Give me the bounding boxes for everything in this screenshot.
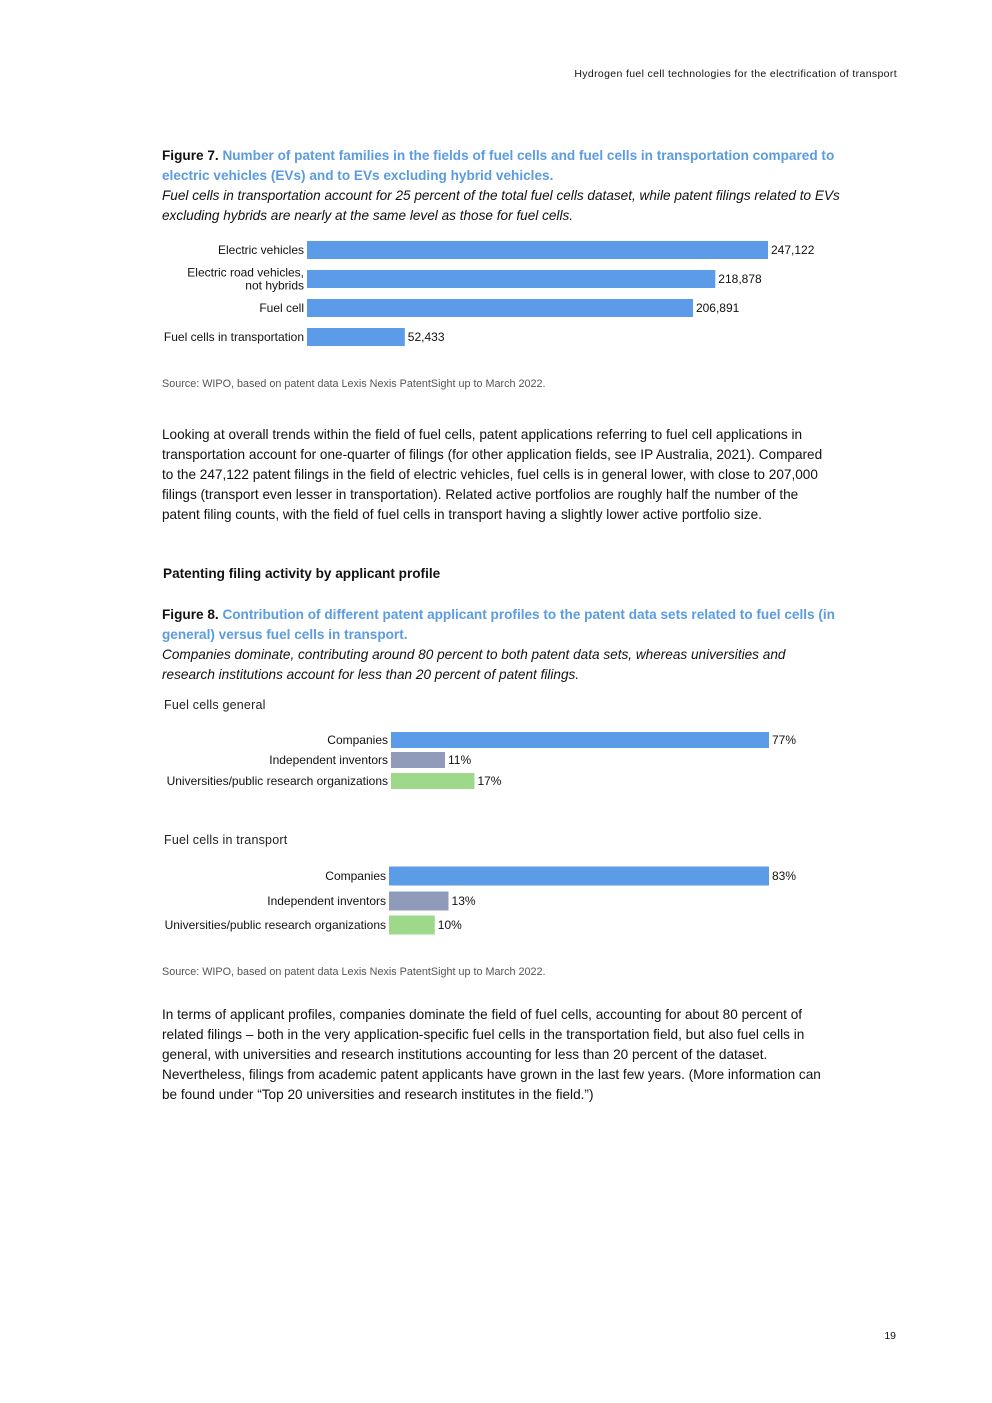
chart-2-bar-2 — [389, 916, 435, 935]
chart-0-bar-3 — [307, 328, 405, 346]
chart-0-value-label-1: 218,878 — [718, 272, 762, 286]
chart-0-category-label-1-0: Electric road vehicles, — [187, 265, 304, 280]
body-paragraph-2: In terms of applicant profiles, companies dominate the field of fuel cells, accounting for about 80 percent of related filings – both in the very application-specific fuel cells in the transportation field, but also fuel cells in general, with universities and research institutions accounting for less than 20 percent of the dataset. Nevertheless, filings from academic patent applicants have grown in the last few years. (More information can be found under “Top 20 universities and research institutes in the field.”) — [162, 1007, 821, 1102]
running-header: Hydrogen fuel cell technologies for the electrification of transport — [574, 68, 897, 80]
chart-0-category-label-1-1: not hybrids — [245, 278, 304, 293]
chart-0-bar-1 — [307, 270, 715, 288]
chart-0-value-label-2: 206,891 — [695, 301, 740, 315]
chart-1-bar-0 — [391, 732, 769, 748]
chart-1-bar-2 — [391, 773, 474, 789]
figure-7-label: Figure 7. — [162, 148, 219, 163]
figure-8-caption — [162, 605, 842, 685]
figure-8-source: Source: WIPO, based on patent data Lexis Nexis PatentSight up to March 2022. — [162, 966, 546, 978]
chart-1-category-label-2: Universities/public research organizations — [166, 774, 388, 788]
chart-1-value-label-0: 77% — [772, 733, 797, 747]
body-paragraph-1: Looking at overall trends within the field of fuel cells, patent applications referring to fuel cell applications in transportation account for one-quarter of filings (for other application fields, see IP Australia, 2021). Compared to the 247,122 patent filings in the field of electric vehicles, fuel cells is in general lower, with close to 207,000 filings (transport even lesser in transportation). Related active portfolios are roughly half the number of the patent filing counts, with the field of fuel cells in transport having a slightly lower active portfolio size. — [162, 427, 823, 522]
page-number: 19 — [884, 1330, 896, 1342]
figure-8-label: Figure 8. — [162, 607, 219, 622]
chart-1-category-label-1: Independent inventors — [269, 753, 388, 767]
chart-1-value-label-1: 11% — [448, 753, 472, 767]
chart-0-category-label-0: Electric vehicles — [217, 243, 304, 257]
chart-0-category-label-2: Fuel cell — [259, 301, 304, 315]
chart-1-value-label-2: 17% — [477, 774, 502, 788]
chart-2-title: Fuel cells in transport — [164, 833, 288, 847]
chart-0-value-label-0: 247,122 — [771, 243, 815, 257]
chart-2-bar-1 — [389, 892, 449, 911]
chart-2-category-label-1: Independent inventors — [267, 894, 386, 908]
chart-1-category-label-0: Companies — [327, 733, 388, 747]
chart-2-category-label-2: Universities/public research organizations — [164, 918, 386, 932]
chart-0-bar-2 — [307, 299, 693, 317]
figure-8-subtitle: Companies dominate, contributing around 80 percent to both patent data sets, whereas universities and research institutions account for less than 20 percent of patent filings. — [162, 647, 786, 682]
chart-0-bar-0 — [307, 241, 768, 259]
chart-0-value-label-3: 52,433 — [407, 330, 445, 344]
chart-0-category-label-3: Fuel cells in transportation — [163, 330, 304, 344]
chart-2-bar-0 — [389, 867, 769, 886]
chart-1-bar-1 — [391, 752, 445, 768]
figure-7-title: Number of patent families in the fields of fuel cells and fuel cells in transportation compared to electric vehicles (EVs) and to EVs excluding hybrid vehicles. — [162, 148, 835, 183]
chart-2-category-label-0: Companies — [325, 869, 386, 883]
figure-7-subtitle: Fuel cells in transportation account for 25 percent of the total fuel cells dataset, while patent filings related to EVs excluding hybrids are nearly at the same level as those for fuel cells. — [162, 188, 840, 223]
figure-8-title: Contribution of different patent applicant profiles to the patent data sets related to fuel cells (in general) versus fuel cells in transport. — [162, 607, 835, 642]
chart-2-value-label-2: 10% — [437, 918, 462, 932]
chart-2-value-label-1: 13% — [451, 894, 476, 908]
section-heading: Patenting filing activity by applicant profile — [163, 566, 441, 581]
figure-7-source: Source: WIPO, based on patent data Lexis Nexis PatentSight up to March 2022. — [162, 378, 546, 390]
chart-1-title: Fuel cells general — [164, 698, 266, 712]
chart-2-value-label-0: 83% — [772, 869, 797, 883]
